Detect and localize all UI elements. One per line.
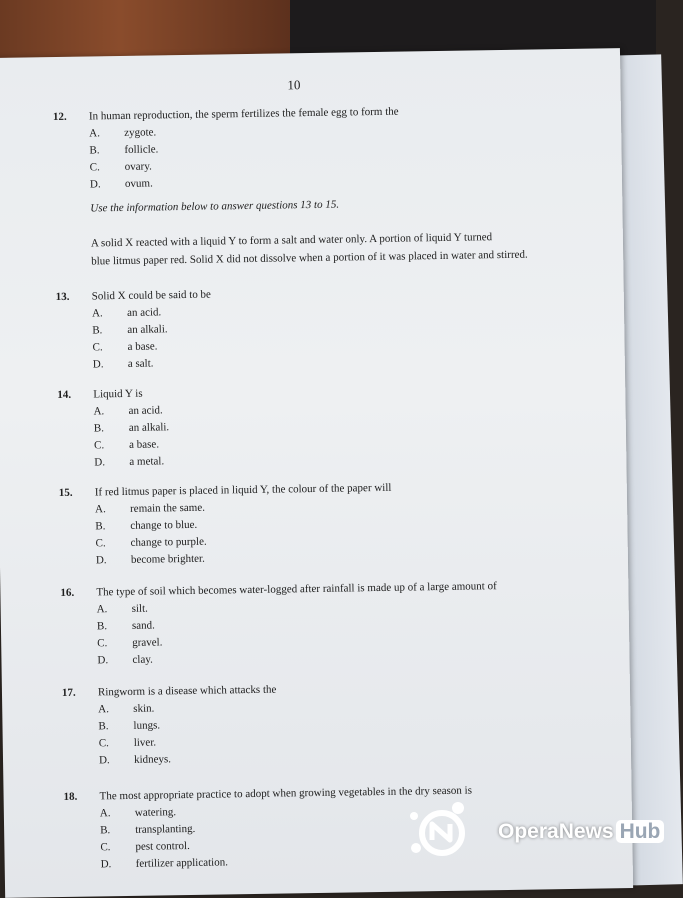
option-letter: C.: [97, 637, 107, 649]
question-stem: Ringworm is a disease which attacks the: [98, 684, 277, 699]
passage-line: A solid X reacted with a liquid Y to form a salt and water only. A portion of liquid Y turned: [91, 228, 528, 253]
option-letter: B.: [95, 520, 105, 532]
question-stem: The most appropriate practice to adopt when growing vegetables in the dry season is: [100, 785, 473, 803]
option-text: a salt.: [128, 358, 154, 370]
exam-page: [0, 48, 633, 898]
question-stem: Solid X could be said to be: [92, 289, 211, 303]
option-letter: C.: [100, 841, 110, 853]
option-letter: C.: [90, 161, 100, 173]
question-stem: In human reproduction, the sperm fertilizes the female egg to form the: [89, 106, 399, 123]
option-letter: D.: [101, 858, 112, 870]
option-text: a base.: [129, 438, 159, 450]
option-letter: B.: [92, 324, 102, 336]
option-text: lungs.: [133, 719, 160, 731]
option-text: ovary.: [125, 161, 152, 173]
question-stem: The type of soil which becomes water-logged after rainfall is made up of a large amount of: [96, 580, 496, 598]
option-letter: A.: [95, 503, 106, 515]
option-text: an alkali.: [127, 323, 168, 336]
passage: [91, 228, 528, 271]
option-text: change to blue.: [130, 519, 197, 532]
option-text: silt.: [132, 603, 148, 615]
option-text: follicle.: [124, 143, 158, 156]
option-text: become brighter.: [131, 553, 205, 566]
option-text: a base.: [127, 340, 157, 352]
option-letter: B.: [98, 720, 108, 732]
question-number: 17.: [62, 687, 76, 699]
option-text: an alkali.: [129, 421, 170, 434]
option-text: an acid.: [127, 306, 161, 319]
watermark-text: [498, 820, 664, 844]
option-text: fertilizer application.: [136, 856, 228, 869]
operanews-hub-watermark: [400, 796, 650, 866]
option-letter: D.: [96, 554, 107, 566]
option-letter: C.: [94, 439, 104, 451]
option-letter: A.: [100, 807, 111, 819]
option-text: clay.: [132, 654, 153, 666]
question-number: 13.: [56, 291, 70, 303]
option-letter: D.: [99, 754, 110, 766]
option-text: change to purple.: [131, 536, 207, 549]
option-letter: A.: [98, 703, 109, 715]
passage-line: blue litmus paper red. Solid X did not dissolve when a portion of it was placed in water and stirred.: [91, 246, 528, 271]
option-letter: D.: [94, 456, 105, 468]
option-letter: C.: [96, 537, 106, 549]
watermark-brand: OperaNews: [498, 820, 614, 843]
option-text: skin.: [133, 703, 154, 715]
option-letter: C.: [92, 341, 102, 353]
question-number: 15.: [59, 487, 73, 499]
option-text: sand.: [132, 620, 155, 632]
option-letter: B.: [94, 422, 104, 434]
option-letter: D.: [93, 358, 104, 370]
option-text: transplanting.: [135, 823, 195, 836]
operanews-logo-icon: [400, 796, 490, 866]
question-number: 16.: [60, 587, 74, 599]
option-text: remain the same.: [130, 502, 205, 515]
option-letter: C.: [99, 737, 109, 749]
option-letter: D.: [90, 178, 101, 190]
option-text: pest control.: [135, 840, 190, 853]
instruction: Use the information below to answer questions 13 to 15.: [90, 199, 339, 215]
question-number: 14.: [57, 389, 71, 401]
option-text: ovum.: [125, 177, 153, 189]
option-text: liver.: [134, 737, 156, 749]
page-number: 10: [287, 77, 300, 93]
option-letter: A.: [92, 307, 103, 319]
option-letter: B.: [97, 620, 107, 632]
option-letter: A.: [97, 603, 108, 615]
option-text: gravel.: [132, 636, 162, 648]
option-letter: A.: [89, 127, 100, 139]
option-letter: B.: [100, 824, 110, 836]
question-stem: Liquid Y is: [93, 388, 142, 401]
question-number: 18.: [64, 791, 78, 803]
option-text: a metal.: [129, 455, 164, 468]
question-stem: If red litmus paper is placed in liquid Y, the colour of the paper will: [95, 482, 392, 499]
option-text: zygote.: [124, 126, 156, 139]
option-text: watering.: [135, 806, 176, 819]
option-text: an acid.: [128, 404, 162, 417]
watermark-hub-badge: Hub: [616, 820, 665, 843]
question-number: 12.: [53, 111, 67, 123]
option-letter: A.: [93, 405, 104, 417]
option-letter: D.: [97, 654, 108, 666]
option-letter: B.: [89, 144, 99, 156]
option-text: kidneys.: [134, 753, 171, 766]
